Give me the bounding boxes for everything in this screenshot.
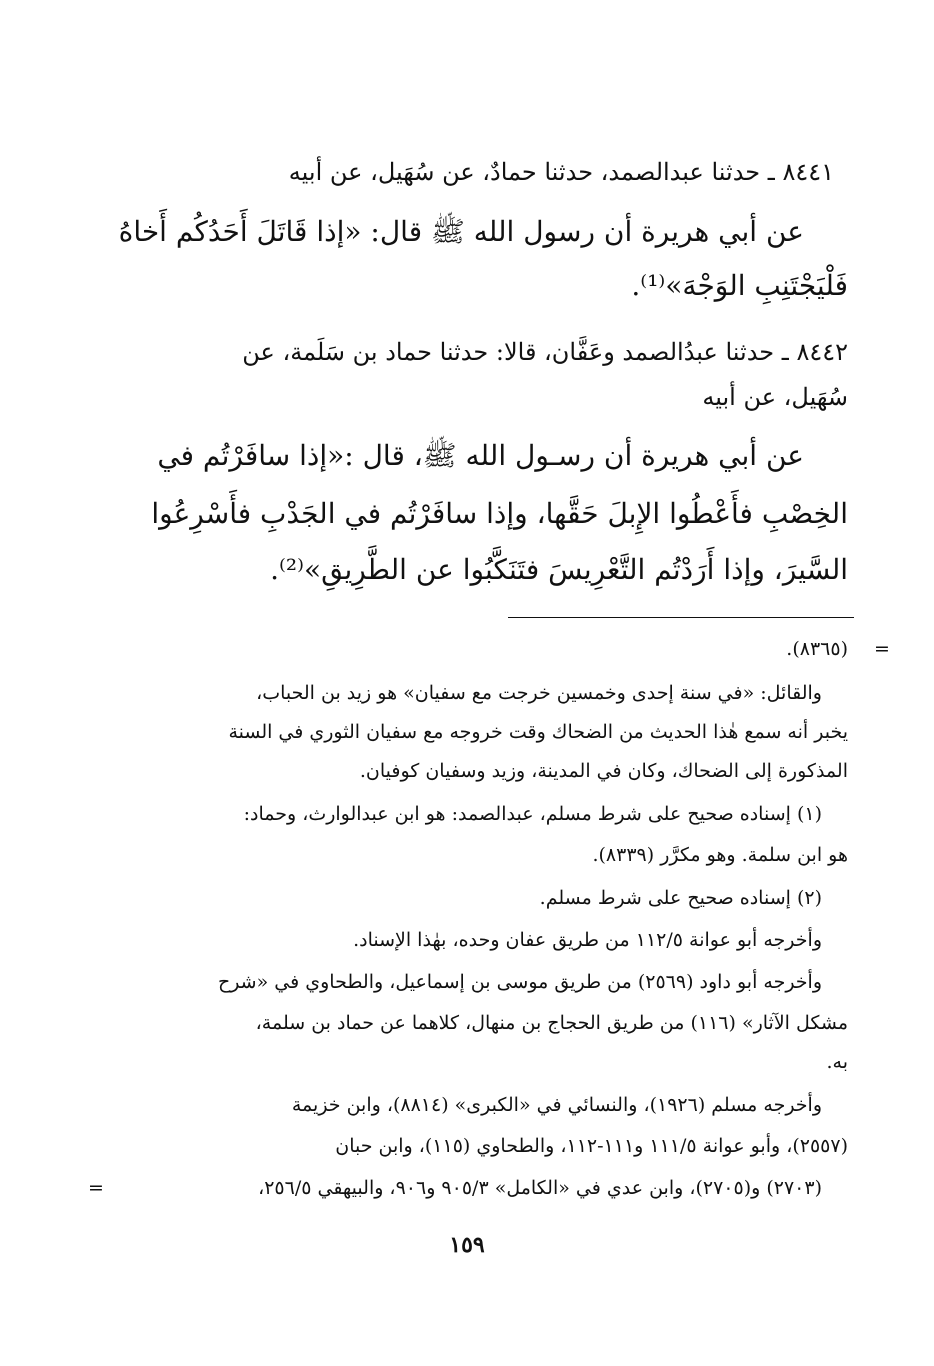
footnote-1: (١) إسناده صحيح على شرط مسلم، عبدالصمد: هو ابن عبدالوارث، وحماد: bbox=[243, 803, 822, 825]
footnote-separator bbox=[508, 617, 854, 618]
footnote-line: به. bbox=[826, 1051, 848, 1073]
footnote-line: والقائل: «في سنة إحدى وخمسين خرجت مع سفيان» هو زيد بن الحباب، bbox=[256, 682, 822, 704]
hadith-8441-matn-line: فَلْيَجْتَنِبِ الوَجْهَ»⁽¹⁾. bbox=[631, 269, 848, 302]
page-number: ١٥٩ bbox=[449, 1232, 485, 1258]
hadith-8442-matn-line: الخِصْبِ فأَعْطُوا الإِبلَ حَقَّها، وإذا سافَرْتُم في الجَدْبِ فأَسْرِعُوا bbox=[151, 497, 848, 530]
footnote-line: هو ابن سلمة. وهو مكرَّر (٨٣٣٩). bbox=[592, 844, 848, 866]
footnote-line: وأخرجه أبو عوانة ١١٢/٥ من طريق عفان وحده، بهٰذا الإسناد. bbox=[353, 929, 822, 951]
footnote-line: يخبر أنه سمع هٰذا الحديث من الضحاك وقت خروجه مع سفيان الثوري في السنة bbox=[228, 721, 848, 743]
hadith-8441-matn-line: عن أبي هريرة أن رسول الله ﷺ قال: «إذا قَاتَلَ أَحَدُكُم أَخاهُ bbox=[118, 215, 804, 248]
hadith-8441-isnad: ٨٤٤١ ـ حدثنا عبدالصمد، حدثنا حمادٌ، عن سُهَيل، عن أبيه bbox=[288, 158, 834, 186]
hadith-8442-matn-line: عن أبي هريرة أن رسـول الله ﷺ، قال :«إذا سافَرْتُم في bbox=[157, 439, 804, 472]
continuation-mark: = bbox=[88, 1177, 104, 1199]
hadith-8442-isnad: ٨٤٤٢ ـ حدثنا عبدُالصمد وعَفَّان، قالا: حدثنا حماد بن سَلَمة، عن bbox=[242, 338, 848, 366]
hadith-8442-isnad: سُهَيل، عن أبيه bbox=[702, 383, 848, 411]
continuation-mark: = bbox=[874, 638, 890, 660]
hadith-8442-matn-line: السَّيرَ، وإذا أَرَدْتُم التَّعْرِيسَ فتَنَكَّبُوا عن الطَّرِيقِ»⁽²⁾. bbox=[270, 553, 848, 586]
footnote-line: وأخرجه أبو داود (٢٥٦٩) من طريق موسى بن إسماعيل، والطحاوي في «شرح bbox=[217, 971, 822, 993]
footnote-line: المذكورة إلى الضحاك، وكان في المدينة، وزيد وسفيان كوفيان. bbox=[359, 760, 848, 782]
footnote-line: وأخرجه مسلم (١٩٢٦)، والنسائي في «الكبرى» (٨٨١٤)، وابن خزيمة bbox=[291, 1094, 822, 1116]
footnote-line: (٢٧٠٣) و(٢٧٠٥)، وابن عدي في «الكامل» ٩٠٥/٣ و٩٠٦، والبيهقي ٢٥٦/٥، bbox=[258, 1177, 822, 1199]
footnote-2: (٢) إسناده صحيح على شرط مسلم. bbox=[539, 887, 822, 909]
footnote-line: مشكل الآثار» (١١٦) من طريق الحجاج بن منهال، كلاهما عن حماد بن سلمة، bbox=[255, 1012, 848, 1034]
footnote-line: (٨٣٦٥). bbox=[786, 638, 848, 660]
footnote-line: (٢٥٥٧)، وأبو عوانة ١١١/٥ و١١١-١١٢، والطحاوي (١١٥)، وابن حبان bbox=[335, 1135, 848, 1157]
